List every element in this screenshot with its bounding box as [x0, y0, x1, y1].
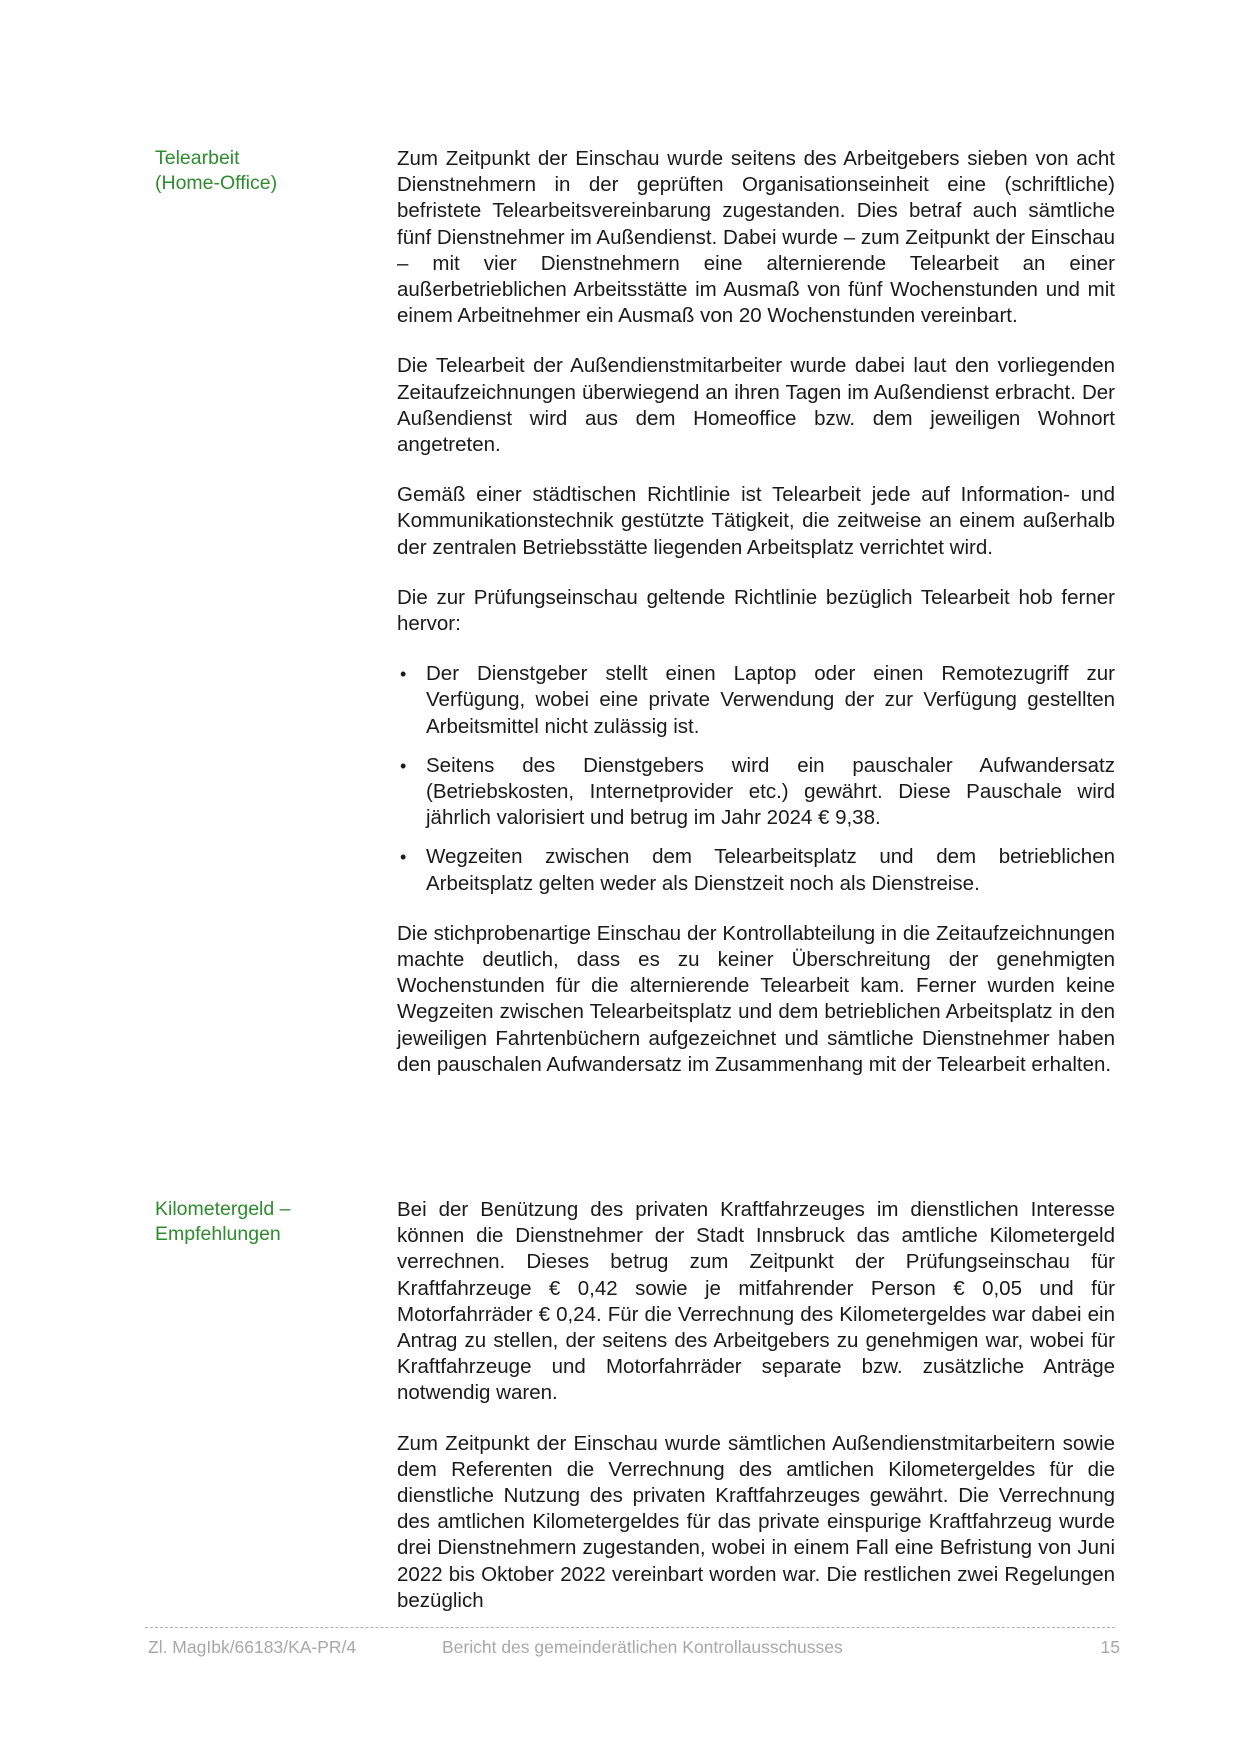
bullet-text: Der Dienstgeber stellt einen Laptop oder einen Remotezugriff zur Verfügung, wobei eine private Verwendung der zur Verfügung gestellten Arbeitsmittel nicht zulässig ist.	[426, 662, 1115, 738]
section-label-line: (Home-Office)	[155, 172, 278, 194]
section-body	[397, 1197, 1115, 1638]
paragraph: Bei der Benützung des privaten Kraftfahrzeuges im dienstlichen Interesse können die Dienstnehmer der Stadt Innsbruck das amtliche Kilometergeld verrechnen. Dieses betrug zum Zeitpunkt der Prüfungseinschau für Kraftfahrzeuge € 0,42 sowie je mitfahrender Person € 0,05 und für Motorfahrräder € 0,24. Für die Verrechnung des Kilometergeldes war dabei ein Antrag zu stellen, der seitens des Arbeitgebers zu genehmigen war, wobei für Kraftfahrzeuge und Motorfahrräder separate bzw. zusätzliche Anträge notwendig waren.	[397, 1198, 1115, 1405]
section-label	[155, 146, 345, 196]
paragraph: Zum Zeitpunkt der Einschau wurde sämtlichen Außendienstmitarbeitern sowie dem Referenten die Verrechnung des amtlichen Kilometergeldes für die dienstliche Nutzung des privaten Kraftfahrzeuges gewährt. Die Verrechnung des amtlichen Kilometergeldes für das private einspurige Kraftfahrzeug wurde drei Dienstnehmern zugestanden, wobei in einem Fall eine Befristung von Juni 2022 bis Oktober 2022 vereinbart worden war. Die restlichen zwei Regelungen bezüglich	[397, 1431, 1115, 1612]
paragraph: Die stichprobenartige Einschau der Kontrollabteilung in die Zeitaufzeichnungen machte deutlich, dass es zu keiner Überschreitung der genehmigten Wochenstunden für die alternierende Telearbeit kam. Ferner wurden keine Wegzeiten zwischen Telearbeitsplatz und dem betrieblichen Arbeitsplatz in den jeweiligen Fahrtenbüchern aufgezeichnet und sämtliche Dienstnehmer haben den pauschalen Aufwandersatz im Zusammenhang mit der Telearbeit erhalten.	[397, 921, 1115, 1076]
paragraph: Die Telearbeit der Außendienstmitarbeiter wurde dabei laut den vorliegenden Zeitaufzeichnungen überwiegend an ihren Tagen im Außendienst erbracht. Der Außendienst wird aus dem Homeoffice bzw. dem jeweiligen Wohnort angetreten.	[397, 354, 1115, 457]
footer-reference: Zl. MagIbk/66183/KA-PR/4	[148, 1637, 357, 1657]
bullet-item	[397, 661, 1115, 740]
bullet-icon: •	[400, 664, 407, 685]
section-label-line: Empfehlungen	[155, 1223, 281, 1245]
page-number: 15	[1100, 1637, 1120, 1657]
paragraph: Zum Zeitpunkt der Einschau wurde seitens des Arbeitgebers sieben von acht Dienstnehmern in der geprüften Organisationseinheit eine (schriftliche) befristete Telearbeitsvereinbarung zugestanden. Dies betraf auch sämtliche fünf Dienstnehmer im Außendienst. Dabei wurde – zum Zeitpunkt der Einschau – mit vier Dienstnehmern eine alternierende Telearbeit an einer außerbetrieblichen Arbeitsstätte im Ausmaß von fünf Wochenstunden und mit einem Arbeitnehmer ein Ausmaß von 20 Wochenstunden vereinbart.	[397, 147, 1115, 328]
section-label-line: Telearbeit	[155, 147, 240, 169]
paragraph: Die zur Prüfungseinschau geltende Richtlinie bezüglich Telearbeit hob ferner hervor:	[397, 585, 1115, 636]
bullet-list	[397, 661, 1115, 897]
footer-divider	[145, 1627, 1115, 1628]
bullet-text: Wegzeiten zwischen dem Telearbeitsplatz und dem betrieblichen Arbeitsplatz gelten weder als Dienstzeit noch als Dienstreise.	[426, 845, 1115, 895]
footer-title: Bericht des gemeinderätlichen Kontrollausschusses	[442, 1637, 843, 1657]
paragraph: Gemäß einer städtischen Richtlinie ist Telearbeit jede auf Information- und Kommunikationstechnik gestützte Tätigkeit, die zeitweise an einem außerhalb der zentralen Betriebsstätte liegenden Arbeitsplatz verrichtet wird.	[397, 483, 1115, 559]
section-label	[155, 1197, 345, 1247]
bullet-text: Seitens des Dienstgebers wird ein pauschaler Aufwandersatz (Betriebskosten, Internetprovider etc.) gewährt. Diese Pauschale wird jährlich valorisiert und betrug im Jahr 2024 € 9,38.	[426, 753, 1115, 830]
section-label-line: Kilometergeld –	[155, 1198, 291, 1220]
bullet-item	[397, 753, 1115, 832]
bullet-icon: •	[400, 755, 407, 776]
bullet-item	[397, 844, 1115, 896]
bullet-icon: •	[400, 847, 407, 868]
section-body	[397, 146, 1115, 1102]
